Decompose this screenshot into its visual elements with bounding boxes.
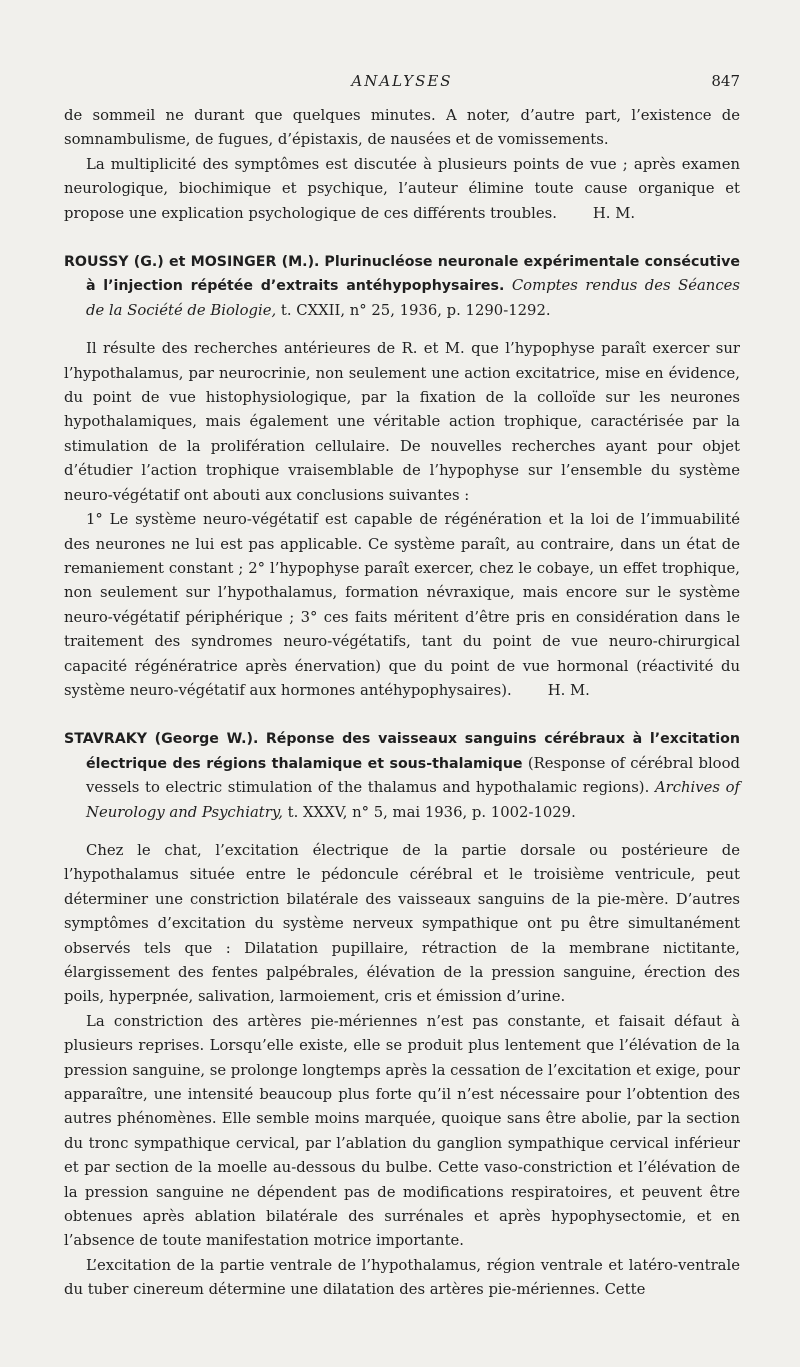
entry-1-paragraph-2-text: 1° Le système neuro-végétatif est capable de régénération et la loi de l’immuabilité des neurones ne lui est pas applicable. Ce système paraît, au contraire, dans un état de remaniement constant ; 2° l’hypophyse paraît exercer, chez le cobaye, un effet trophique, non seulement sur l’hypothalamus, formation névraxique, mais encore sur le système neuro-végétatif périphérique ; 3° ces faits méritent d’être pris en considération dans le traitement des syndromes neuro-végétatifs, tant du point de vue neuro-chirurgical capacité régénératrice après énervation) que du point de vue hormonal (réactivité du système neuro-végétatif aux hormones antéhypophysaires).	[64, 511, 740, 699]
entry-1-source: Comptes rendus des Séances de la Société de Biologie,	[86, 277, 740, 319]
entry-1-title: Plurinucléose neuronale expérimentale consécutive à l’injection répétée d’extraits antéhypophysaires.	[86, 254, 740, 295]
running-header	[64, 72, 740, 94]
entry-2-reference: t. XXXV, n° 5, mai 1936, p. 1002-1029.	[287, 803, 576, 821]
entry-1-authors: ROUSSY (G.) et MOSINGER (M.).	[64, 254, 320, 271]
intro-paragraph-1: de sommeil ne durant que quelques minutes. A noter, d’autre part, l’existence de somnambulisme, de fugues, d’épistaxis, de nausées et de vomissements.	[64, 107, 740, 149]
entry-1-paragraph-2	[64, 508, 740, 703]
page-number: 847	[711, 72, 740, 90]
entry-2-title: Réponse des vaisseaux sanguins cérébraux à l’excitation électrique des régions thalamique et sous-thalamique	[86, 731, 740, 772]
entry-2-paragraph-1: Chez le chat, l’excitation électrique de la partie dorsale ou postérieure de l’hypothalamus située entre le pédoncule cérébral et le troisième ventricule, peut déterminer une constriction bilatérale des vaisseaux sanguins de la pie-mère. D’autres symptômes d’excitation du système nerveux sympathique ont pu être simultanément observés tels que : Dilatation pupillaire, rétraction de la membrane nictitante, élargissement des fentes palpébrales, élévation de la pression sanguine, érection des poils, hyperpnée, salivation, larmoiement, cris et émission d’urine.	[64, 841, 740, 1006]
intro-paragraph-2-text: La multiplicité des symptômes est discutée à plusieurs points de vue ; après examen neurologique, biochimique et psychique, l’auteur élimine toute cause organique et propose une explication psychologique de ces différents troubles.	[64, 155, 740, 222]
entry-2-source: Archives of Neurology and Psychiatry,	[86, 779, 741, 821]
entry-2-paragraph-3: L’excitation de la partie ventrale de l’hypothalamus, région ventrale et latéro-ventrale du tuber cinereum détermine une dilatation des artères pie-mériennes. Cette	[64, 1256, 740, 1299]
entry-2-paragraph-2: La constriction des artères pie-mériennes n’est pas constante, et faisait défaut à plusieurs reprises. Lorsqu’elle existe, elle se produit plus lentement que l’élévation de la pression sanguine, se prolonge longtemps après la cessation de l’excitation et exige, pour apparaître, une intensité beaucoup plus forte qu’il n’est nécessaire pour l’obtention des autres phénomènes. Elle semble moins marquée, quoique sans être abolie, par la section du tronc sympathique cervical, par l’ablation du ganglion sympathique cervical inférieur et par section de la moelle au-dessous du bulbe. Cette vaso-constriction et l’élévation de la pression sanguine ne dépendent pas de modifications respiratoires, et peuvent être obtenues après ablation bilatérale des surrénales et après hypophysectomie, et en l’absence de toute manifestation motrice importante.	[64, 1012, 740, 1250]
intro-signature: H. M.	[592, 204, 636, 222]
entry-2-translation: (Response of cérébral blood vessels to electric stimulation of the thalamus and hypothalamic regions).	[86, 754, 740, 797]
section-title: ANALYSES	[351, 72, 453, 90]
entry-2-heading	[64, 727, 740, 825]
entry-1-heading	[64, 250, 740, 323]
entry-1-paragraph-1: Il résulte des recherches antérieures de R. et M. que l’hypophyse paraît exercer sur l’hypothalamus, par neurocrinie, non seulement une action excitatrice, mise en évidence, du point de vue histophysiologique, par la fixation de la colloïde sur les neurones hypothalamiques, mais également une véritable action trophique, caractérisée par la stimulation de la prolifération cellulaire. De nouvelles recherches ayant pour objet d’étudier l’action trophique vraisemblable de l’hypophyse sur l’ensemble du système neuro-végétatif ont abouti aux conclusions suivantes :	[64, 340, 740, 504]
entry-1-signature: H. M.	[547, 681, 590, 699]
intro-paragraph-2	[64, 153, 740, 226]
page-body	[64, 104, 740, 1303]
entry-1-reference: t. CXXII, n° 25, 1936, p. 1290-1292.	[280, 301, 551, 319]
entry-2-authors: STAVRAKY (George W.).	[64, 731, 259, 748]
